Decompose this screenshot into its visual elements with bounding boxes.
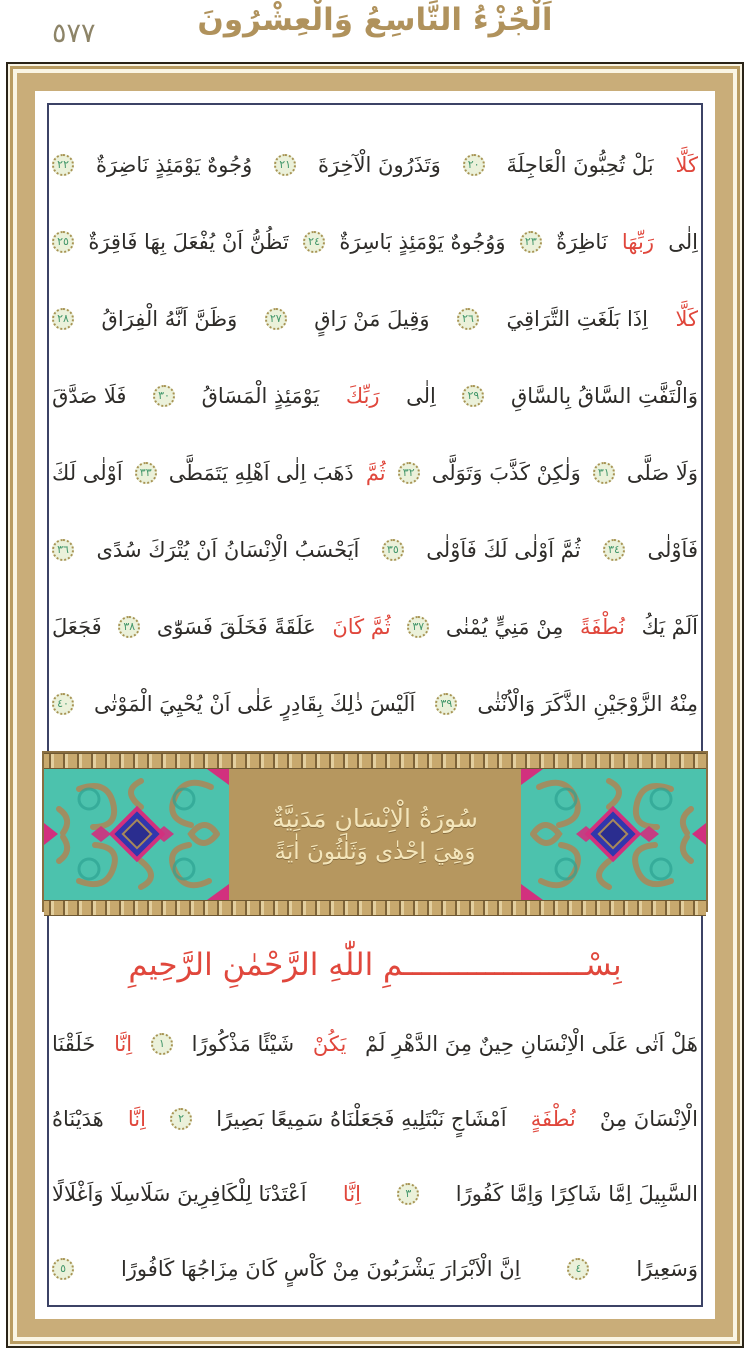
verse-text-segment: مِنْ مَنِيٍّ يُمْنٰى: [445, 614, 564, 639]
verse-end-marker: ٢٧: [265, 308, 287, 330]
verse-end-marker: ٣٣: [135, 462, 157, 484]
verse-end-marker: ٣٤: [603, 539, 625, 561]
verse-text-segment: نَاظِرَةٌ: [556, 229, 608, 254]
verse-end-marker: ١: [151, 1033, 173, 1055]
verse-text-segment: كَلَّا: [675, 152, 698, 177]
verse-text-segment: وَسَعِيرًا: [636, 1256, 698, 1281]
surah-band-body: [44, 769, 706, 900]
verse-text-segment: ثُمَّ اَوْلٰى لَكَ فَاَوْلٰى: [426, 537, 581, 562]
verse-end-marker: ٣٩: [435, 693, 457, 715]
verse-text-segment: ثُمَّ: [365, 460, 386, 485]
verse-end-marker: ٢٣: [520, 231, 542, 253]
verse-end-marker: ٢٠: [463, 154, 485, 176]
arabesque-ornament-left: [44, 769, 229, 900]
chain-border-bottom: [44, 900, 706, 916]
verse-text-segment: اِنَّا: [114, 1031, 133, 1056]
verse-text-segment: مِنْهُ الزَّوْجَيْنِ الذَّكَرَ وَالْاُنْثٰى: [477, 691, 698, 716]
verse-text-segment: وَلَا صَلَّى: [626, 460, 698, 485]
verse-end-marker: ٢٨: [52, 308, 74, 330]
verse-end-marker: ٣٨: [118, 616, 140, 638]
page-number: ٥٧٧: [52, 18, 96, 49]
verse-text-segment: نُطْفَةً: [580, 614, 625, 639]
verse-text-segment: ذَهَبَ اِلٰى اَهْلِهِ يَتَمَطَّى: [168, 460, 354, 485]
verse-end-marker: ٢١: [274, 154, 296, 176]
verse-text-segment: السَّبِيلَ اِمَّا شَاكِرًا وَاِمَّا كَفُورًا: [455, 1181, 698, 1206]
verse-text-segment: ثُمَّ كَانَ: [332, 614, 391, 639]
verse-end-marker: ٢٥: [52, 231, 74, 253]
verse-text-segment: هَدَيْنَاهُ: [52, 1106, 104, 1131]
bismillah: بِسْــــــــــــــــــــمِ اللّٰهِ الرَّحْمٰنِ الرَّحِيمِ: [128, 947, 622, 983]
verse-end-marker: ٣١: [593, 462, 615, 484]
quran-line: [52, 280, 698, 357]
verse-text-segment: اِلٰى: [406, 383, 436, 408]
verse-text-segment: اِذَا بَلَغَتِ التَّرَاقِيَ: [506, 306, 648, 331]
juz-title: اَلْجُزْءُ التَّاسِعُ وَالْعِشْرُونَ: [197, 2, 553, 38]
verse-text-segment: كَلَّا: [675, 306, 698, 331]
insan-lines: [52, 1006, 698, 1306]
verse-text-segment: فَاَوْلٰى: [647, 537, 698, 562]
verse-end-marker: ٤٠: [52, 693, 74, 715]
quran-line: [52, 126, 698, 203]
quran-line: [52, 665, 698, 742]
verse-end-marker: ٤: [567, 1258, 589, 1280]
verse-text-segment: خَلَقْنَا: [52, 1031, 96, 1056]
verse-end-marker: ٢٢: [52, 154, 74, 176]
surah-title: سُورَةُ الْاِنْسَانِ مَدَنِيَّةٌ: [272, 803, 478, 833]
verse-text-segment: تَظُنُّ اَنْ يُفْعَلَ بِهَا فَاقِرَةٌ: [88, 229, 289, 254]
verse-end-marker: ٣٦: [52, 539, 74, 561]
verse-text-segment: فَجَعَلَ: [52, 614, 102, 639]
verse-end-marker: ٣: [397, 1183, 419, 1205]
verse-text-segment: اَعْتَدْنَا لِلْكَافِرِينَ سَلَاسِلَا وَاَغْلَالًا: [52, 1181, 307, 1206]
quran-line: [52, 1231, 698, 1306]
quran-line: [52, 511, 698, 588]
verse-text-segment: هَلْ اَتٰى عَلَى الْاِنْسَانِ حِينٌ مِنَ الدَّهْرِ لَمْ: [365, 1031, 698, 1056]
verse-end-marker: ٢٦: [457, 308, 479, 330]
verse-text-segment: وَوُجُوهٌ يَوْمَئِذٍ بَاسِرَةٌ: [339, 229, 506, 254]
verse-text-segment: وَظَنَّ اَنَّهُ الْفِرَاقُ: [101, 306, 238, 331]
quran-line: [52, 1081, 698, 1156]
surah-verse-count: وَهِيَ اِحْدٰى وَثَلٰثُونَ اٰيَةً: [274, 838, 476, 865]
arabesque-ornament-right: [521, 769, 706, 900]
verse-text-segment: اَمْشَاجٍ نَبْتَلِيهِ فَجَعَلْنَاهُ سَمِيعًا بَصِيرًا: [216, 1106, 507, 1131]
quran-line: [52, 357, 698, 434]
verse-text-segment: وُجُوهٌ يَوْمَئِذٍ نَاضِرَةٌ: [95, 152, 253, 177]
verse-text-segment: رَبِّكَ: [345, 383, 380, 408]
verse-text-segment: وَقِيلَ مَنْ رَاقٍ: [314, 306, 430, 331]
verse-text-segment: رَبِّهَا: [621, 229, 654, 254]
verse-text-segment: يَوْمَئِذٍ الْمَسَاقُ: [201, 383, 320, 408]
verse-text-segment: اِنَّا: [127, 1106, 146, 1131]
verse-text-segment: اِلٰى: [668, 229, 698, 254]
verse-text-segment: اَلَيْسَ ذٰلِكَ بِقَادِرٍ عَلٰى اَنْ يُحْيِيَ الْمَوْتٰى: [94, 691, 416, 716]
verse-end-marker: ٣٠: [153, 385, 175, 407]
chain-border-top: [44, 753, 706, 769]
verse-text-segment: بَلْ تُحِبُّونَ الْعَاجِلَةَ: [506, 152, 654, 177]
verse-text-segment: اَوْلٰى لَكَ: [52, 460, 123, 485]
surah-header-band: [42, 751, 708, 912]
verse-text-segment: شَيْئًا مَذْكُورًا: [191, 1031, 295, 1056]
verse-text-segment: يَكُنْ: [312, 1031, 347, 1056]
verse-text-segment: وَتَذَرُونَ الْآخِرَةَ: [318, 152, 441, 177]
verse-end-marker: ٣٧: [407, 616, 429, 638]
verse-text-segment: اَلَمْ يَكُ: [641, 614, 698, 639]
verse-text-segment: وَلٰكِنْ كَذَّبَ وَتَوَلَّى: [431, 460, 581, 485]
verse-end-marker: ٣٥: [382, 539, 404, 561]
quran-line: [52, 588, 698, 665]
verse-text-segment: اَيَحْسَبُ الْاِنْسَانُ اَنْ يُتْرَكَ سُدًى: [96, 537, 360, 562]
verse-end-marker: ٢٩: [462, 385, 484, 407]
verse-end-marker: ٥: [52, 1258, 74, 1280]
verse-end-marker: ٢٤: [303, 231, 325, 253]
verse-text-segment: اِنَّا: [342, 1181, 361, 1206]
verse-end-marker: ٢: [170, 1108, 192, 1130]
verse-text-segment: وَالْتَفَّتِ السَّاقُ بِالسَّاقِ: [510, 383, 698, 408]
verse-text-segment: الْاِنْسَانَ مِنْ: [599, 1106, 698, 1131]
verse-end-marker: ٣٢: [398, 462, 420, 484]
quran-line: [52, 434, 698, 511]
surah-title-panel: [229, 769, 521, 900]
verse-text-segment: اِنَّ الْاَبْرَارَ يَشْرَبُونَ مِنْ كَاْسٍ كَانَ مِزَاجُهَا كَافُورًا: [120, 1256, 521, 1281]
qiyamah-lines: [52, 126, 698, 742]
verse-text-segment: نُطْفَةٍ: [530, 1106, 576, 1131]
quran-line: [52, 1006, 698, 1081]
verse-text-segment: عَلَقَةً فَخَلَقَ فَسَوّٰى: [156, 614, 316, 639]
quran-line: [52, 203, 698, 280]
verse-text-segment: فَلَا صَدَّقَ: [52, 383, 127, 408]
quran-line: [52, 1156, 698, 1231]
